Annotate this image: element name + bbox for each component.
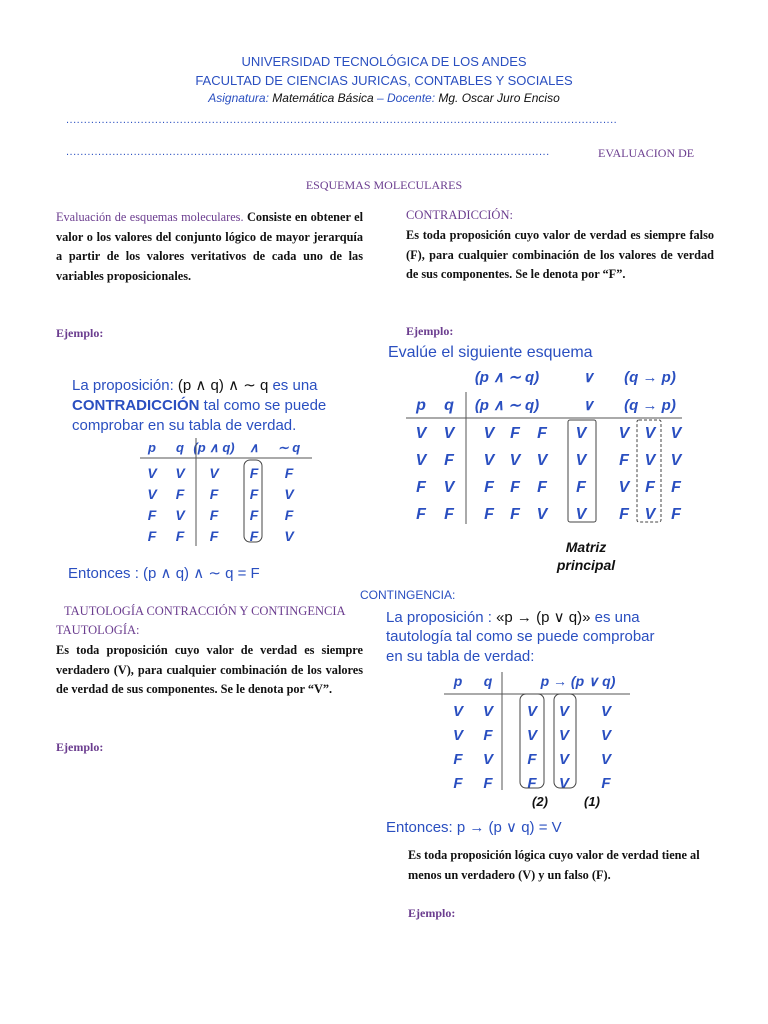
contingency-body: Es toda proposición lógica cuyo valor de verdad tiene al menos un verdadero (V) y un falso (F). [408, 848, 700, 882]
table-header: (q → p) [624, 397, 676, 414]
tautology-title: TAUTOLOGÍA: [56, 623, 140, 637]
table-cell: F [453, 775, 463, 792]
table-cell: F [510, 479, 520, 496]
scheme-figure [382, 342, 688, 582]
taut-line2: tautología tal como se puede comprobar [386, 628, 655, 645]
contr-line1b: (p ∧ q) ∧ ∼ q [177, 377, 269, 394]
table-cell: F [527, 775, 537, 792]
table-cell: V [600, 727, 612, 744]
table-cell: F [147, 507, 157, 523]
dotted-separator-2: ........................................................................................................................................ [66, 146, 550, 158]
table-cell: F [510, 506, 520, 523]
table-cell: F [576, 479, 586, 496]
taut-line1b: «p → (p ∨ q)» [496, 609, 591, 626]
tautology-heading: TAUTOLOGÍA CONTRACCIÓN Y CONTINGENCIA [64, 604, 346, 618]
table-cell: V [284, 528, 294, 544]
table-cell: F [453, 751, 463, 768]
table-cell: V [536, 452, 548, 469]
table-header: p [453, 673, 463, 689]
faculty-name: FACULTAD DE CIENCIAS JURICAS, CONTABLES Y SOCIALES [195, 73, 573, 88]
table-cell: V [147, 486, 157, 502]
matrix-label: principal [556, 557, 616, 573]
table-header: ∧ [249, 440, 259, 455]
scheme-table [382, 364, 688, 582]
intro-paragraph [56, 208, 363, 286]
table-header: (p ∧ q) [193, 440, 235, 455]
table-cell: V [482, 703, 494, 720]
separator: – [373, 91, 387, 105]
table-cell: F [147, 528, 157, 544]
table-cell: F [249, 528, 259, 544]
step-label: (1) [584, 794, 600, 809]
table-cell: F [249, 465, 259, 481]
formula-part: (q → p) [624, 369, 676, 386]
table-cell: F [284, 465, 294, 481]
table-cell: F [209, 507, 219, 523]
table-cell: V [284, 486, 294, 502]
table-cell: F [444, 452, 454, 469]
table-cell: F [619, 452, 629, 469]
table-cell: V [558, 751, 570, 768]
table-cell: V [644, 506, 656, 523]
table-header: ∼ q [277, 440, 301, 455]
table-cell: V [618, 479, 630, 496]
matrix-label: Matriz [565, 539, 607, 555]
table-cell: F [416, 506, 426, 523]
table-cell: V [509, 452, 521, 469]
table-cell: F [175, 528, 185, 544]
contingency-title: CONTINGENCIA: [360, 588, 456, 602]
table-cell: V [644, 452, 656, 469]
table-cell: V [443, 479, 455, 496]
table-cell: F [671, 506, 681, 523]
intro-body: Consiste en obtener el valor o los valores del conjunto lógico de mayor jerarquía a partir de los valores veritativos de cada uno de las variables proposicionales. [56, 210, 364, 283]
contr-line1a: La proposición: [72, 377, 174, 394]
table-cell: V [415, 425, 427, 442]
table-header: p [416, 397, 426, 414]
table-cell: V [175, 465, 185, 481]
tautology-table [382, 666, 692, 816]
contr-line2 [72, 397, 326, 414]
table-cell: F [209, 486, 219, 502]
subject-value: Matemática Básica [272, 91, 374, 105]
table-cell: V [415, 452, 427, 469]
table-cell: F [671, 479, 681, 496]
taut-conclusion: Entonces: p → (p ∨ q) = V [386, 819, 562, 836]
table-cell: V [526, 727, 538, 744]
table-cell: V [558, 775, 570, 792]
table-header: q [444, 397, 454, 414]
table-cell: F [483, 727, 493, 744]
table-cell: F [209, 528, 219, 544]
table-cell: F [645, 479, 655, 496]
scheme-title: Evalúe el siguiente esquema [388, 344, 593, 361]
table-cell: F [510, 425, 520, 442]
table-cell: V [209, 465, 219, 481]
table-cell: V [526, 703, 538, 720]
taut-line1 [386, 608, 640, 626]
table-cell: V [618, 425, 630, 442]
university-name: UNIVERSIDAD TECNOLÓGICA DE LOS ANDES [241, 54, 527, 69]
formula-part: ∨ [582, 369, 594, 386]
table-cell: V [483, 425, 495, 442]
contr-line3: comprobar en su tabla de verdad. [72, 417, 297, 434]
tautology-figure [382, 606, 692, 842]
table-cell: F [484, 479, 494, 496]
table-cell: F [249, 486, 259, 502]
table-cell: V [536, 506, 548, 523]
table-cell: V [558, 727, 570, 744]
evaluacion-label: EVALUACION DE [598, 146, 695, 160]
contradiction-figure [64, 368, 384, 586]
step-label: (2) [532, 794, 548, 809]
table-cell: F [619, 506, 629, 523]
table-cell: F [537, 479, 547, 496]
taut-line1a: La proposición : [386, 609, 492, 626]
table-header: p → (p ∨ q) [540, 673, 616, 689]
table-cell: V [575, 425, 587, 442]
table-cell: V [483, 452, 495, 469]
course-info [0, 91, 768, 105]
example-label-4: Ejemplo: [408, 906, 456, 920]
contr-line2b: tal como se puede [203, 397, 327, 414]
table-cell: V [600, 751, 612, 768]
formula-part: (p ∧ ∼ q) [474, 369, 540, 386]
table-cell: V [644, 425, 656, 442]
table-cell: V [452, 703, 464, 720]
table-cell: F [601, 775, 611, 792]
intro-lead: Evaluación de esquemas moleculares. [56, 210, 244, 224]
table-header: (p ∧ ∼ q) [474, 397, 540, 414]
table-cell: V [443, 425, 455, 442]
example-label-3: Ejemplo: [406, 324, 454, 338]
table-cell: V [575, 452, 587, 469]
teacher-value: Mg. Oscar Juro Enciso [438, 91, 560, 105]
page-title: ESQUEMAS MOLECULARES [305, 178, 463, 192]
table-cell: F [483, 775, 493, 792]
contradiction-body: Es toda proposición cuyo valor de verdad es siempre falso (F), para cualquier combinación de los valores de verdad de sus componentes. Se le denota por “F”. [406, 228, 714, 281]
table-cell: V [452, 727, 464, 744]
table-header: p [148, 440, 156, 455]
contr-line1c: es una [272, 377, 318, 394]
teacher-label: Docente: [387, 91, 436, 105]
example-label-1: Ejemplo: [56, 326, 104, 340]
table-header: q [176, 440, 184, 455]
table-cell: V [147, 465, 157, 481]
table-cell: V [482, 751, 494, 768]
table-cell: V [558, 703, 570, 720]
table-cell: F [284, 507, 294, 523]
table-cell: V [175, 507, 185, 523]
table-cell: F [416, 479, 426, 496]
taut-line1c: es una [594, 609, 640, 626]
contradiction-title: CONTRADICCIÓN: [406, 208, 513, 222]
table-cell: V [575, 506, 587, 523]
subject-label: Asignatura: [208, 91, 269, 105]
contr-line2a: CONTRADICCIÓN [72, 397, 200, 414]
table-cell: F [249, 507, 259, 523]
taut-line3: en su tabla de verdad: [386, 648, 535, 665]
dotted-separator-1: ........................................................................................................................................................... [66, 114, 618, 126]
table-cell: V [670, 425, 682, 442]
contradiction-table [64, 434, 384, 584]
table-cell: F [537, 425, 547, 442]
contr-conclusion: Entonces : (p ∧ q) ∧ ∼ q = F [68, 565, 260, 582]
table-cell: F [484, 506, 494, 523]
table-cell: F [444, 506, 454, 523]
example-label-2: Ejemplo: [56, 740, 104, 754]
table-cell: F [527, 751, 537, 768]
table-cell: V [670, 452, 682, 469]
table-cell: F [175, 486, 185, 502]
tautology-body: Es toda proposición cuyo valor de verdad es siempre verdadero (V), para cualquier combinación de los valores de verdad de sus componentes. Se le denota por “V”. [56, 643, 363, 696]
table-header: ∨ [582, 397, 594, 414]
table-header: q [483, 673, 493, 689]
contr-line1 [72, 376, 318, 394]
table-cell: V [600, 703, 612, 720]
